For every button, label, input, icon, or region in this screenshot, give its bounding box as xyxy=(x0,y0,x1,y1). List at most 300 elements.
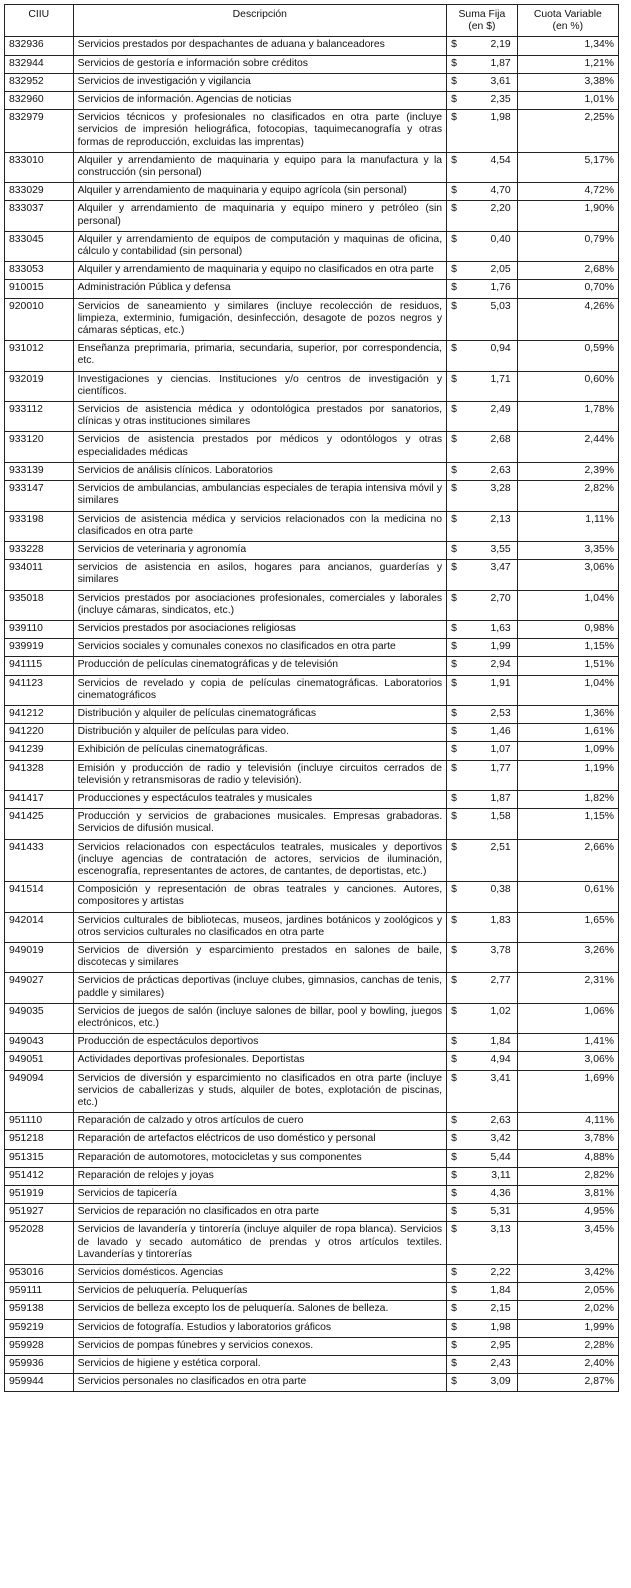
suma-fija-cell: 2,51 xyxy=(463,839,517,882)
cuota-variable-cell: 2,82% xyxy=(517,481,618,511)
table-row xyxy=(5,462,619,480)
ciiu-code-cell: 833037 xyxy=(5,201,74,231)
table-row xyxy=(5,55,619,73)
description-cell: Exhibición de películas cinematográficas. xyxy=(73,742,447,760)
currency-symbol-cell: $ xyxy=(447,724,464,742)
currency-symbol-cell: $ xyxy=(447,402,464,432)
cuota-variable-cell: 2,25% xyxy=(517,110,618,153)
description-cell: Administración Pública y defensa xyxy=(73,280,447,298)
suma-fija-cell: 2,94 xyxy=(463,657,517,675)
currency-symbol-cell: $ xyxy=(447,1034,464,1052)
currency-symbol-cell: $ xyxy=(447,37,464,55)
cuota-variable-cell: 2,39% xyxy=(517,462,618,480)
suma-fija-cell: 0,94 xyxy=(463,341,517,371)
ciiu-code-cell: 933139 xyxy=(5,462,74,480)
table-header-row xyxy=(5,5,619,37)
description-cell: Servicios de análisis clínicos. Laboratorios xyxy=(73,462,447,480)
ciiu-code-cell: 951412 xyxy=(5,1167,74,1185)
ciiu-code-cell: 949035 xyxy=(5,1003,74,1033)
cuota-variable-cell: 2,28% xyxy=(517,1337,618,1355)
currency-symbol-cell: $ xyxy=(447,1301,464,1319)
suma-fija-cell: 5,03 xyxy=(463,298,517,341)
suma-fija-cell: 4,70 xyxy=(463,183,517,201)
description-cell: Servicios prestados por asociaciones religiosas xyxy=(73,620,447,638)
description-cell: Servicios de pompas fúnebres y servicios conexos. xyxy=(73,1337,447,1355)
ciiu-code-cell: 833045 xyxy=(5,231,74,261)
suma-fija-cell: 2,20 xyxy=(463,201,517,231)
currency-symbol-cell: $ xyxy=(447,1070,464,1113)
ciiu-code-cell: 949019 xyxy=(5,942,74,972)
suma-fija-cell: 3,55 xyxy=(463,541,517,559)
suma-fija-cell: 1,77 xyxy=(463,760,517,790)
description-cell: Reparación de relojes y joyas xyxy=(73,1167,447,1185)
ciiu-code-cell: 949043 xyxy=(5,1034,74,1052)
currency-symbol-cell: $ xyxy=(447,675,464,705)
ciiu-code-cell: 933112 xyxy=(5,402,74,432)
currency-symbol-cell: $ xyxy=(447,73,464,91)
table-row xyxy=(5,371,619,401)
ciiu-code-cell: 832936 xyxy=(5,37,74,55)
cuota-variable-cell: 4,11% xyxy=(517,1113,618,1131)
ciiu-code-cell: 941123 xyxy=(5,675,74,705)
ciiu-code-cell: 951218 xyxy=(5,1131,74,1149)
table-row xyxy=(5,73,619,91)
ciiu-code-cell: 931012 xyxy=(5,341,74,371)
currency-symbol-cell: $ xyxy=(447,839,464,882)
cuota-variable-cell: 1,36% xyxy=(517,705,618,723)
cuota-variable-cell: 1,78% xyxy=(517,402,618,432)
suma-fija-cell: 2,68 xyxy=(463,432,517,462)
description-cell: Servicios de juegos de salón (incluye salones de billar, pool y bowling, juegos electrónicos, etc.) xyxy=(73,1003,447,1033)
header-cuota-variable-unit: (en %) xyxy=(552,21,584,33)
header-cuota-variable xyxy=(517,5,618,37)
description-cell: Enseñanza preprimaria, primaria, secundaria, superior, por correspondencia, etc. xyxy=(73,341,447,371)
suma-fija-cell: 2,49 xyxy=(463,402,517,432)
currency-symbol-cell: $ xyxy=(447,152,464,182)
table-row xyxy=(5,912,619,942)
table-row xyxy=(5,657,619,675)
table-row xyxy=(5,298,619,341)
cuota-variable-cell: 5,17% xyxy=(517,152,618,182)
ciiu-code-cell: 959928 xyxy=(5,1337,74,1355)
table-row xyxy=(5,511,619,541)
table-row xyxy=(5,1265,619,1283)
suma-fija-cell: 4,54 xyxy=(463,152,517,182)
ciiu-code-cell: 949027 xyxy=(5,973,74,1003)
description-cell: Servicios de tapicería xyxy=(73,1186,447,1204)
suma-fija-cell: 3,09 xyxy=(463,1374,517,1392)
currency-symbol-cell: $ xyxy=(447,262,464,280)
currency-symbol-cell: $ xyxy=(447,462,464,480)
table-row xyxy=(5,432,619,462)
description-cell: Servicios de veterinaria y agronomía xyxy=(73,541,447,559)
description-cell: Servicios de información. Agencias de noticias xyxy=(73,92,447,110)
cuota-variable-cell: 2,44% xyxy=(517,432,618,462)
currency-symbol-cell: $ xyxy=(447,790,464,808)
currency-symbol-cell: $ xyxy=(447,1052,464,1070)
ciiu-code-cell: 941220 xyxy=(5,724,74,742)
table-row xyxy=(5,1131,619,1149)
cuota-variable-cell: 3,38% xyxy=(517,73,618,91)
suma-fija-cell: 4,36 xyxy=(463,1186,517,1204)
description-cell: Emisión y producción de radio y televisión (incluye circuitos cerrados de televisión y retransmisoras de radio y televisión). xyxy=(73,760,447,790)
currency-symbol-cell: $ xyxy=(447,1131,464,1149)
cuota-variable-cell: 2,31% xyxy=(517,973,618,1003)
header-suma-fija-label: Suma Fija xyxy=(458,9,506,20)
cuota-variable-cell: 3,81% xyxy=(517,1186,618,1204)
currency-symbol-cell: $ xyxy=(447,481,464,511)
suma-fija-cell: 3,42 xyxy=(463,1131,517,1149)
table-row xyxy=(5,1337,619,1355)
suma-fija-cell: 1,83 xyxy=(463,912,517,942)
table-row xyxy=(5,882,619,912)
ciiu-code-cell: 932019 xyxy=(5,371,74,401)
cuota-variable-cell: 0,98% xyxy=(517,620,618,638)
table-row xyxy=(5,280,619,298)
description-cell: Alquiler y arrendamiento de maquinaria y equipo para la manufactura y la construcción (sin personal) xyxy=(73,152,447,182)
currency-symbol-cell: $ xyxy=(447,1374,464,1392)
suma-fija-cell: 1,46 xyxy=(463,724,517,742)
suma-fija-cell: 1,76 xyxy=(463,280,517,298)
cuota-variable-cell: 4,95% xyxy=(517,1204,618,1222)
ciiu-code-cell: 942014 xyxy=(5,912,74,942)
table-row xyxy=(5,402,619,432)
table-row xyxy=(5,541,619,559)
currency-symbol-cell: $ xyxy=(447,760,464,790)
table-row xyxy=(5,1167,619,1185)
description-cell: Composición y representación de obras teatrales y canciones. Autores, compositores y artistas xyxy=(73,882,447,912)
description-cell: Reparación de calzado y otros artículos de cuero xyxy=(73,1113,447,1131)
currency-symbol-cell: $ xyxy=(447,183,464,201)
currency-symbol-cell: $ xyxy=(447,942,464,972)
cuota-variable-cell: 3,42% xyxy=(517,1265,618,1283)
ciiu-code-cell: 959936 xyxy=(5,1356,74,1374)
table-row xyxy=(5,1374,619,1392)
description-cell: Servicios de belleza excepto los de peluquería. Salones de belleza. xyxy=(73,1301,447,1319)
currency-symbol-cell: $ xyxy=(447,280,464,298)
table-row xyxy=(5,1052,619,1070)
cuota-variable-cell: 1,61% xyxy=(517,724,618,742)
table-row xyxy=(5,1301,619,1319)
description-cell: Servicios de prácticas deportivas (incluye clubes, gimnasios, canchas de tenis, paddle y similares) xyxy=(73,973,447,1003)
ciiu-code-cell: 959138 xyxy=(5,1301,74,1319)
header-cuota-variable-label: Cuota Variable xyxy=(533,9,602,20)
description-cell: Servicios de asistencia médica y odontológica prestados por sanatorios, clínicas y otras instituciones similares xyxy=(73,402,447,432)
ciiu-code-cell: 920010 xyxy=(5,298,74,341)
currency-symbol-cell: $ xyxy=(447,973,464,1003)
cuota-variable-cell: 2,02% xyxy=(517,1301,618,1319)
ciiu-code-cell: 933120 xyxy=(5,432,74,462)
currency-symbol-cell: $ xyxy=(447,657,464,675)
suma-fija-cell: 2,95 xyxy=(463,1337,517,1355)
description-cell: Servicios prestados por asociaciones profesionales, comerciales y laborales (incluye cámaras, sindicatos, etc.) xyxy=(73,590,447,620)
cuota-variable-cell: 1,15% xyxy=(517,809,618,839)
description-cell: Servicios de diversión y esparcimiento no clasificados en otra parte (incluye servicios de caballerizas y studs, alquiler de botes, explotación de piscinas, etc.) xyxy=(73,1070,447,1113)
cuota-variable-cell: 1,04% xyxy=(517,675,618,705)
table-row xyxy=(5,1222,619,1265)
cuota-variable-cell: 4,88% xyxy=(517,1149,618,1167)
suma-fija-cell: 2,63 xyxy=(463,1113,517,1131)
suma-fija-cell: 3,78 xyxy=(463,942,517,972)
table-row xyxy=(5,1070,619,1113)
cuota-variable-cell: 2,68% xyxy=(517,262,618,280)
suma-fija-cell: 0,40 xyxy=(463,231,517,261)
description-cell: Servicios de lavandería y tintorería (incluye alquiler de ropa blanca). Servicios de lavado y secado automático de prendas y otros artículos textiles. Lavanderías y tintorerías xyxy=(73,1222,447,1265)
description-cell: Servicios personales no clasificados en otra parte xyxy=(73,1374,447,1392)
suma-fija-cell: 3,28 xyxy=(463,481,517,511)
cuota-variable-cell: 4,72% xyxy=(517,183,618,201)
cuota-variable-cell: 1,51% xyxy=(517,657,618,675)
table-row xyxy=(5,1283,619,1301)
ciiu-code-cell: 941212 xyxy=(5,705,74,723)
ciiu-code-cell: 833010 xyxy=(5,152,74,182)
ciiu-code-cell: 951110 xyxy=(5,1113,74,1131)
cuota-variable-cell: 0,61% xyxy=(517,882,618,912)
ciiu-code-cell: 935018 xyxy=(5,590,74,620)
description-cell: Servicios de ambulancias, ambulancias especiales de terapia intensiva móvil y similares xyxy=(73,481,447,511)
suma-fija-cell: 1,84 xyxy=(463,1283,517,1301)
cuota-variable-cell: 1,19% xyxy=(517,760,618,790)
suma-fija-cell: 2,70 xyxy=(463,590,517,620)
description-cell: Distribución y alquiler de películas cinematográficas xyxy=(73,705,447,723)
table-row xyxy=(5,92,619,110)
table-row xyxy=(5,152,619,182)
suma-fija-cell: 4,94 xyxy=(463,1052,517,1070)
suma-fija-cell: 1,87 xyxy=(463,790,517,808)
header-ciiu xyxy=(5,5,74,37)
table-row xyxy=(5,1186,619,1204)
ciiu-code-cell: 941115 xyxy=(5,657,74,675)
cuota-variable-cell: 0,59% xyxy=(517,341,618,371)
currency-symbol-cell: $ xyxy=(447,705,464,723)
table-row xyxy=(5,1319,619,1337)
table-row xyxy=(5,942,619,972)
description-cell: Servicios de asistencia prestados por médicos y odontólogos y otras especialidades médicas xyxy=(73,432,447,462)
table-row xyxy=(5,742,619,760)
suma-fija-cell: 2,15 xyxy=(463,1301,517,1319)
currency-symbol-cell: $ xyxy=(447,1337,464,1355)
header-ciiu-label: CIIU xyxy=(28,9,50,20)
table-row xyxy=(5,262,619,280)
cuota-variable-cell: 1,09% xyxy=(517,742,618,760)
suma-fija-cell: 1,84 xyxy=(463,1034,517,1052)
cuota-variable-cell: 2,40% xyxy=(517,1356,618,1374)
table-row xyxy=(5,973,619,1003)
cuota-variable-cell: 3,45% xyxy=(517,1222,618,1265)
suma-fija-cell: 1,58 xyxy=(463,809,517,839)
cuota-variable-cell: 0,70% xyxy=(517,280,618,298)
cuota-variable-cell: 4,26% xyxy=(517,298,618,341)
table-row xyxy=(5,675,619,705)
suma-fija-cell: 1,98 xyxy=(463,110,517,153)
ciiu-code-cell: 832944 xyxy=(5,55,74,73)
ciiu-code-cell: 941328 xyxy=(5,760,74,790)
currency-symbol-cell: $ xyxy=(447,201,464,231)
description-cell: Servicios de higiene y estética corporal. xyxy=(73,1356,447,1374)
currency-symbol-cell: $ xyxy=(447,1003,464,1033)
suma-fija-cell: 3,13 xyxy=(463,1222,517,1265)
table-row xyxy=(5,724,619,742)
suma-fija-cell: 2,35 xyxy=(463,92,517,110)
currency-symbol-cell: $ xyxy=(447,298,464,341)
suma-fija-cell: 1,98 xyxy=(463,1319,517,1337)
description-cell: Producción de espectáculos deportivos xyxy=(73,1034,447,1052)
table-row xyxy=(5,1113,619,1131)
description-cell: Servicios domésticos. Agencias xyxy=(73,1265,447,1283)
description-cell: Producciones y espectáculos teatrales y musicales xyxy=(73,790,447,808)
suma-fija-cell: 5,44 xyxy=(463,1149,517,1167)
ciiu-code-cell: 933228 xyxy=(5,541,74,559)
description-cell: Alquiler y arrendamiento de equipos de computación y maquinas de oficina, cálculo y contabilidad (sin personal) xyxy=(73,231,447,261)
cuota-variable-cell: 1,99% xyxy=(517,1319,618,1337)
cuota-variable-cell: 0,60% xyxy=(517,371,618,401)
currency-symbol-cell: $ xyxy=(447,511,464,541)
ciiu-code-cell: 941239 xyxy=(5,742,74,760)
header-descripcion xyxy=(73,5,447,37)
cuota-variable-cell: 2,05% xyxy=(517,1283,618,1301)
description-cell: Producción de películas cinematográficas y de televisión xyxy=(73,657,447,675)
table-row xyxy=(5,37,619,55)
cuota-variable-cell: 2,66% xyxy=(517,839,618,882)
ciiu-code-cell: 951315 xyxy=(5,1149,74,1167)
cuota-variable-cell: 0,79% xyxy=(517,231,618,261)
suma-fija-cell: 3,47 xyxy=(463,560,517,590)
suma-fija-cell: 3,11 xyxy=(463,1167,517,1185)
table-row xyxy=(5,1204,619,1222)
suma-fija-cell: 2,53 xyxy=(463,705,517,723)
currency-symbol-cell: $ xyxy=(447,1356,464,1374)
ciiu-code-cell: 939110 xyxy=(5,620,74,638)
cuota-variable-cell: 2,87% xyxy=(517,1374,618,1392)
currency-symbol-cell: $ xyxy=(447,1186,464,1204)
cuota-variable-cell: 1,04% xyxy=(517,590,618,620)
table-row xyxy=(5,1149,619,1167)
suma-fija-cell: 3,61 xyxy=(463,73,517,91)
description-cell: Servicios culturales de bibliotecas, museos, jardines botánicos y zoológicos y otros servicios culturales no clasificados en otra parte xyxy=(73,912,447,942)
cuota-variable-cell: 3,35% xyxy=(517,541,618,559)
description-cell: Distribución y alquiler de películas para video. xyxy=(73,724,447,742)
description-cell: Servicios prestados por despachantes de aduana y balanceadores xyxy=(73,37,447,55)
currency-symbol-cell: $ xyxy=(447,1204,464,1222)
currency-symbol-cell: $ xyxy=(447,1319,464,1337)
currency-symbol-cell: $ xyxy=(447,809,464,839)
cuota-variable-cell: 1,15% xyxy=(517,639,618,657)
cuota-variable-cell: 1,01% xyxy=(517,92,618,110)
ciiu-code-cell: 832960 xyxy=(5,92,74,110)
suma-fija-cell: 1,02 xyxy=(463,1003,517,1033)
description-cell: Servicios técnicos y profesionales no clasificados en otra parte (incluye servicios de impresión heliográfica, fotocopias, taquimecanografía y otras formas de reproducción, excluidas las imprentas) xyxy=(73,110,447,153)
suma-fija-cell: 2,13 xyxy=(463,511,517,541)
cuota-variable-cell: 2,82% xyxy=(517,1167,618,1185)
suma-fija-cell: 2,43 xyxy=(463,1356,517,1374)
description-cell: Servicios relacionados con espectáculos teatrales, musicales y deportivos (incluye agencias de contratación de actores, servicios de iluminación, escenografía, representantes de actores, de cantantes, de deportistas, etc.) xyxy=(73,839,447,882)
ciiu-code-cell: 934011 xyxy=(5,560,74,590)
currency-symbol-cell: $ xyxy=(447,110,464,153)
description-cell: servicios de asistencia en asilos, hogares para ancianos, guarderías y similares xyxy=(73,560,447,590)
currency-symbol-cell: $ xyxy=(447,560,464,590)
cuota-variable-cell: 1,90% xyxy=(517,201,618,231)
description-cell: Investigaciones y ciencias. Instituciones y/o centros de investigación y científicos. xyxy=(73,371,447,401)
cuota-variable-cell: 1,65% xyxy=(517,912,618,942)
ciiu-code-cell: 939919 xyxy=(5,639,74,657)
description-cell: Servicios de diversión y esparcimiento prestados en salones de baile, discotecas y similares xyxy=(73,942,447,972)
ciiu-code-cell: 941514 xyxy=(5,882,74,912)
table-row xyxy=(5,560,619,590)
description-cell: Servicios de peluquería. Peluquerías xyxy=(73,1283,447,1301)
description-cell: Servicios de gestoría e información sobre créditos xyxy=(73,55,447,73)
table-row xyxy=(5,183,619,201)
description-cell: Servicios sociales y comunales conexos no clasificados en otra parte xyxy=(73,639,447,657)
ciiu-code-cell: 953016 xyxy=(5,1265,74,1283)
currency-symbol-cell: $ xyxy=(447,432,464,462)
description-cell: Servicios de investigación y vigilancia xyxy=(73,73,447,91)
table-row xyxy=(5,809,619,839)
cuota-variable-cell: 1,06% xyxy=(517,1003,618,1033)
description-cell: Reparación de artefactos eléctricos de uso doméstico y personal xyxy=(73,1131,447,1149)
description-cell: Producción y servicios de grabaciones musicales. Empresas grabadoras. Servicios de difusión musical. xyxy=(73,809,447,839)
description-cell: Alquiler y arrendamiento de maquinaria y equipo minero y petróleo (sin personal) xyxy=(73,201,447,231)
currency-symbol-cell: $ xyxy=(447,341,464,371)
cuota-variable-cell: 3,06% xyxy=(517,560,618,590)
table-row xyxy=(5,760,619,790)
ciiu-code-cell: 949051 xyxy=(5,1052,74,1070)
cuota-variable-cell: 3,26% xyxy=(517,942,618,972)
table-row xyxy=(5,231,619,261)
cuota-variable-cell: 3,78% xyxy=(517,1131,618,1149)
table-row xyxy=(5,1034,619,1052)
cuota-variable-cell: 3,06% xyxy=(517,1052,618,1070)
currency-symbol-cell: $ xyxy=(447,1149,464,1167)
suma-fija-cell: 3,41 xyxy=(463,1070,517,1113)
ciiu-code-cell: 941417 xyxy=(5,790,74,808)
suma-fija-cell: 2,19 xyxy=(463,37,517,55)
description-cell: Servicios de asistencia médica y servicios relacionados con la medicina no clasificados en otra parte xyxy=(73,511,447,541)
currency-symbol-cell: $ xyxy=(447,371,464,401)
suma-fija-cell: 1,07 xyxy=(463,742,517,760)
currency-symbol-cell: $ xyxy=(447,541,464,559)
suma-fija-cell: 1,63 xyxy=(463,620,517,638)
currency-symbol-cell: $ xyxy=(447,1167,464,1185)
table-row xyxy=(5,481,619,511)
currency-symbol-cell: $ xyxy=(447,620,464,638)
cuota-variable-cell: 1,82% xyxy=(517,790,618,808)
ciiu-code-cell: 833053 xyxy=(5,262,74,280)
currency-symbol-cell: $ xyxy=(447,55,464,73)
currency-symbol-cell: $ xyxy=(447,1283,464,1301)
currency-symbol-cell: $ xyxy=(447,912,464,942)
ciiu-rates-table xyxy=(4,4,619,1392)
description-cell: Alquiler y arrendamiento de maquinaria y equipo no clasificados en otra parte xyxy=(73,262,447,280)
table-body xyxy=(5,37,619,1392)
currency-symbol-cell: $ xyxy=(447,92,464,110)
header-suma-fija xyxy=(447,5,518,37)
description-cell: Reparación de automotores, motocicletas y sus componentes xyxy=(73,1149,447,1167)
suma-fija-cell: 2,63 xyxy=(463,462,517,480)
ciiu-code-cell: 959219 xyxy=(5,1319,74,1337)
ciiu-code-cell: 959944 xyxy=(5,1374,74,1392)
ciiu-code-cell: 833029 xyxy=(5,183,74,201)
suma-fija-cell: 2,05 xyxy=(463,262,517,280)
table-row xyxy=(5,1003,619,1033)
ciiu-code-cell: 910015 xyxy=(5,280,74,298)
ciiu-code-cell: 941433 xyxy=(5,839,74,882)
currency-symbol-cell: $ xyxy=(447,639,464,657)
description-cell: Servicios de revelado y copia de películas cinematográficas. Laboratorios cinematográficos xyxy=(73,675,447,705)
ciiu-code-cell: 951919 xyxy=(5,1186,74,1204)
suma-fija-cell: 1,99 xyxy=(463,639,517,657)
table-row xyxy=(5,620,619,638)
table-row xyxy=(5,1356,619,1374)
